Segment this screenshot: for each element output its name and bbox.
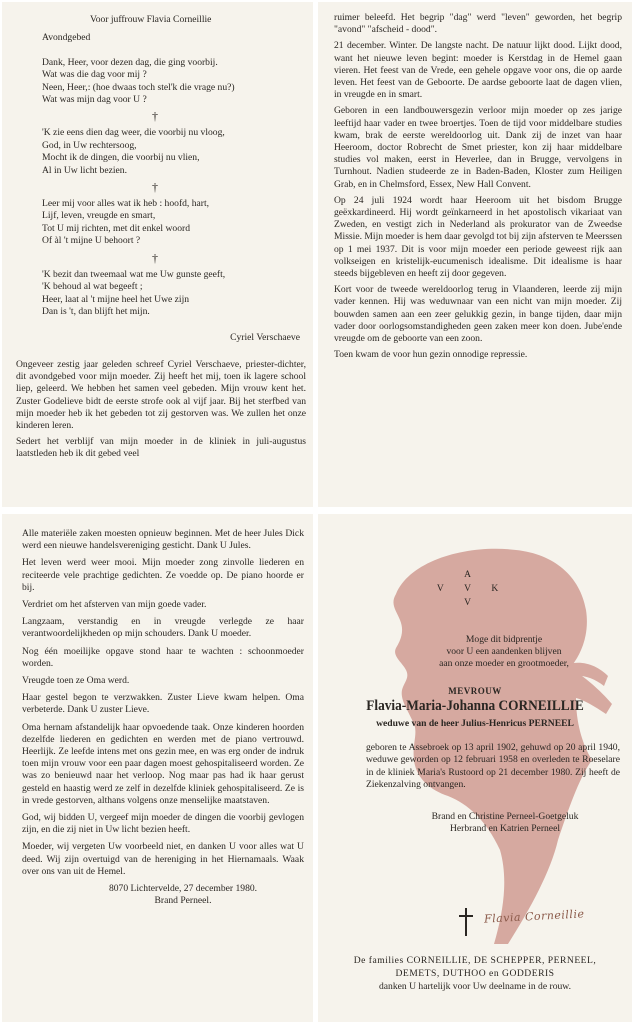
closing-thanks-line: danken U hartelijk voor Uw deelname in de rouw. [379, 981, 571, 992]
poem-dedication: Voor juffrouw Flavia Corneillie [90, 14, 212, 25]
paragraph: ruimer beleefd. Het begrip "dag" werd "leven" geworden, het begrip "avond" "afscheid - dood". [334, 12, 622, 36]
poem-line: Dan is 't, dan blijft het mijn. [42, 305, 150, 317]
paragraph: Oma hernam afstandelijk haar opvoedende taak. Onze kinderen hoorden dezelfde liederen en gedichten en werden met de piano vertrouwd. Heerlijk. Ze leefde intens met ons gezin mee, en was erg onder de indruk toen mijn vrouw voor een paar dagen moest gehospitaliseerd worden. Ze was zo benieuwd naar het verloop. Nog maar pas had ik haar gerust gesteld en haastig werd ze zelf in dezelfde kliniek gehospitaliseerd. Ze is in vrede gestorven, althans volgens onze menselijke maatstaven. [22, 721, 304, 806]
life-dates: geboren te Assebroek op 13 april 1902, gehuwd op 20 april 1940, weduwe geworden op 12 februari 1958 en overleden te Roeselare in de kliniek Maria's Rustoord op 21 december 1980. Zij heeft de Ziekenzalving ontvangen. [366, 742, 620, 791]
signoff [22, 883, 304, 907]
card-top-right [318, 2, 632, 507]
family-line: Brand en Christine Perneel-Goetgeluk [431, 811, 579, 822]
poem-title: Avondgebed [42, 32, 91, 44]
poem-line: Mocht ik de dingen, die voorbij nu vlien, [42, 152, 200, 164]
card-bottom-right [318, 514, 632, 1022]
paragraph: God, wij bidden U, vergeef mijn moeder de dingen die voorbij gevlogen zijn, en die zij niet in Uw licht bezien heeft. [22, 812, 304, 836]
poem-line: Leer mij voor alles wat ik heb : hoofd, hart, [42, 198, 210, 210]
signoff-name: Brand Perneel. [154, 895, 212, 907]
cross-icon: † [152, 109, 158, 124]
acronym-letter: V [464, 584, 472, 594]
biography-text [334, 12, 622, 365]
paragraph: Langzaam, verstandig en in vreugde verlegde ze haar verantwoordelijkheden op mijn schouders. Dank U moeder. [22, 616, 304, 640]
poem-line: Wat was mijn dag voor U ? [42, 94, 147, 106]
card-bottom-left [2, 514, 313, 1022]
poem-line: Dank, Heer, voor dezen dag, die ging voorbij. [42, 56, 218, 68]
poem-line: Wat was die dag voor mij ? [42, 69, 147, 81]
acronym-bottom: V [464, 598, 472, 608]
memorial-card [318, 514, 632, 1022]
acronym-letter: K [491, 584, 500, 594]
poem-stanza-1 [42, 57, 304, 107]
paragraph: Geboren in een landbouwersgezin verloor mijn moeder op zes jarige leeftijd haar vader en twee broertjes. Toen de tijd voor middelbare studies kwam, brak de eerste wereldoorlog uit. Dank zij de inzet van haar Heeroom, doctor Robrecht de Smet priester, kon zij haar middelbare studies vol maken, eerst in Heverlee, dan in Brugge, vervolgens in Turnhout. Nadien studeerde ze in Baden-Baden, Kloster zum Heiligen Grab, en in Chelmsford, Essex, New Hall Convent. [334, 105, 622, 190]
intro-text [16, 359, 306, 465]
paragraph: Vreugde toen ze Oma werd. [22, 675, 130, 687]
acronym-letter: V [436, 584, 445, 594]
paragraph: Kort voor de tweede wereldoorlog terug in Vlaanderen, leerde zij mijn vader kennen. Hij was weduwnaar van een nicht van mijn moeder. Zij bouwden samen aan een zeer gelukkig gezin, in bange tijden, daar mijn vader door oorlogsomstandigheden geen zaken meer kon doen. Jube'ende vreugde om de geboorte van een zoon. [334, 284, 622, 345]
intro-line: aan onze moeder en grootmoeder, [439, 658, 569, 669]
closing-families: DEMETS, DUTHOO en GODDERIS [395, 968, 555, 979]
intro-line: Moge dit bidprentje [465, 634, 543, 645]
poem-line: Tot U mij richten, met dit enkel woord [42, 222, 191, 234]
poem-line: Of àl 't mijne U behoort ? [42, 235, 141, 247]
acronym-top: A [464, 570, 472, 580]
closing-families: De families CORNEILLIE, DE SCHEPPER, PERNEEL, [353, 955, 597, 966]
closing-thanks [318, 954, 632, 993]
paragraph: Verdriet om het afsterven van mijn goede vader. [22, 599, 207, 611]
family-signatories [378, 811, 632, 836]
handwritten-signature: Flavia Corneillie [483, 907, 585, 926]
poem-stanza-4 [42, 269, 304, 319]
paragraph: Moeder, wij vergeten Uw voorbeeld niet, en danken U voor alles wat U deed. Wij zijn overtuigd van de hereniging in het Hiernamaals. Waak over ons van uit de Hemel. [22, 841, 304, 877]
honorific: MEVROUW [448, 686, 502, 696]
paragraph: Op 24 juli 1924 wordt haar Heeroom uit het bisdom Brugge geëxkardineerd. Hij wordt geïnkarneerd in het apostolisch vikariaat van Zweden, en vestigt zich in Nederland als prokurator van de Zweedse Missie. Mijn moeder is hem daar gevolgd tot bij zijn afsterven te Meerssen op 1 mei 1937. Dit is voor mijn moeder een periode geweest rijk aan volkseigen en kristelijk-eucumenisch idealisme. Dit idealisme is haar steeds bijgebleven en heeft zij door gegeven. [334, 194, 623, 280]
card-gap [0, 507, 635, 514]
poem-line: Neen, Heer,: (hoe dwaas toch stel'k die vrage nu?) [42, 81, 235, 93]
paragraph: Alle materiële zaken moesten opnieuw beginnen. Met de heer Jules Dick werd een nieuwe handelsvereniging gesticht. Dank U Jules. [22, 528, 304, 552]
poem-stanza-3 [42, 198, 304, 248]
poem-stanza-2 [42, 127, 304, 177]
card-top-left [2, 2, 313, 507]
paragraph: Toen kwam de voor hun gezin onnodige repressie. [334, 349, 528, 361]
paragraph: Nog één moeilijke opgave stond haar te wachten : schoonmoeder worden. [22, 645, 304, 669]
paragraph: Ongeveer zestig jaar geleden schreef Cyriel Verschaeve, priester-dichter, dit avondgebed voor mijn moeder. Zij heeft het mij, toen ik lagere school liep, geleerd. We hebben het samen veel gebeden. Mijn vrouw kent het. Zuster Godelieve bidt de eerste strofe ook al vijf jaar. Bij het sterfbed van mijn moeder heb ik het gebeden tot zij gestorven was. We zullen het onze kinderen leren. [16, 359, 306, 432]
paragraph: Het leven werd weer mooi. Mijn moeder zong zinvolle liederen en reciteerde vele prachtige gedichten. Ze voedde op. De piano hoorde er bij. [22, 557, 304, 593]
family-line: Herbrand en Katrien Perneel [449, 823, 560, 835]
poem-line: 'K bezit dan tweemaal wat me Uw gunste geeft, [42, 268, 226, 280]
poem-line: 'K zie eens dien dag weer, die voorbij nu vloog, [42, 127, 225, 139]
acronym [428, 568, 508, 610]
poem-line: Al in Uw licht bezien. [42, 164, 127, 176]
poem-line: Heer, laat al 't mijne heel het Uwe zijn [42, 293, 190, 305]
paragraph: Haar gestel begon te verzwakken. Zuster Lieve kwam helpen. Oma verbeterde. Dank U zuster Lieve. [22, 692, 304, 716]
poem-line: 'K behoud al wat begeeft ; [42, 281, 143, 293]
poem-line: Lijf, leven, vreugde en smart, [42, 210, 156, 222]
intro-line: voor U een aandenken blijven [446, 646, 562, 657]
paragraph: 21 december. Winter. De langste nacht. De natuur lijkt dood. Lijkt dood, want het nieuwe leven begint: moeder is Kerstdag in de Hemel gaan vieren. Het feest van de Vrede, een gehele opgave voor ons, die op aarde leven. Het feest van de Geboorte. De aardse geboorte laat de dagen vlien, in vreugde en in smart. [334, 40, 622, 101]
poem-line: God, in Uw rechtersoog, [42, 139, 137, 151]
signoff-place-date: 8070 Lichtervelde, 27 december 1980. [108, 883, 258, 895]
poet-name: Cyriel Verschaeve [230, 332, 300, 344]
acronym-row [428, 582, 508, 596]
remembrance-text [22, 528, 304, 907]
paragraph: Sedert het verblijf van mijn moeder in de kliniek in juli-augustus laatstleden heb ik dit gebed veel [16, 436, 306, 460]
memorial-intro [404, 634, 604, 670]
poem [42, 14, 304, 369]
cross-icon: † [152, 250, 158, 265]
deceased-name: Flavia-Maria-Johanna CORNEILLIE [366, 698, 584, 714]
cross-icon: † [152, 180, 158, 195]
widow-line: weduwe van de heer Julius-Henricus PERNEEL [376, 718, 574, 729]
cross-icon [456, 907, 476, 937]
